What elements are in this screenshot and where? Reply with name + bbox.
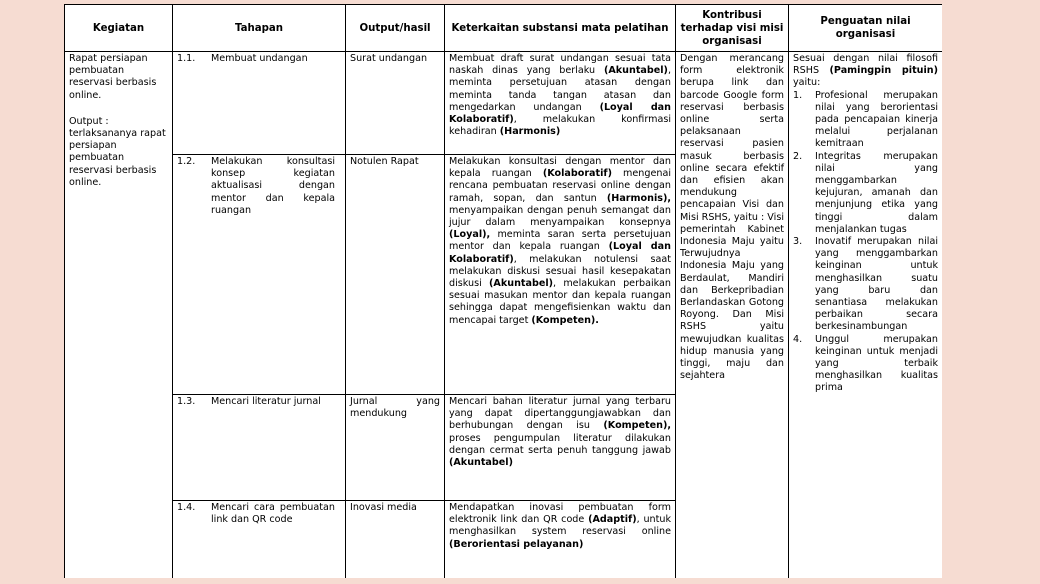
keterkaitan-cell: Mencari bahan literatur jurnal yang terbaru yang dapat dipertanggungjawabkan dan berhubungan dengan isu (Kompeten), proses pengumpulan literatur dilakukan dengan cermat serta penuh tanggung jawab (Akuntabel): [445, 395, 676, 501]
value-keyword: (Akuntabel): [489, 278, 554, 290]
tahapan-cell: [173, 395, 346, 501]
header-kegiatan: Kegiatan: [65, 5, 173, 52]
list-item: [793, 334, 938, 395]
header-keterkaitan: Keterkaitan substansi mata pelatihan: [445, 5, 676, 52]
keterkaitan-cell: Mendapatkan inovasi pembuatan form elektronik link dan QR code (Adaptif), untuk menghasilkan system reservasi online (Berorientasi pelayanan): [445, 501, 676, 579]
list-item: [793, 90, 938, 151]
tahapan-cell: [173, 501, 346, 579]
header-kontribusi: Kontribusi terhadap visi misi organisasi: [676, 5, 789, 52]
step-text: Mencari cara pembuatan link dan QR code: [211, 502, 335, 526]
value-keyword: (Loyal dan Kolaboratif): [449, 101, 671, 126]
value-keyword: (Kolaboratif): [542, 168, 612, 180]
list-item: [793, 151, 938, 236]
step-text: Membuat undangan: [211, 53, 308, 64]
keterkaitan-cell: Melakukan konsultasi dengan mentor dan kepala ruangan (Kolaboratif) mengenai rencana pembuatan reservasi online dengan ramah, sopan, dan santun (Harmonis), menyampaikan dengan penuh semangat dan jujur dalam menyampaikan konsepnya (Loyal), meminta saran serta persetujuan mentor dan kepala ruangan (Loyal dan Kolaboratif), melakukan notulensi saat melakukan diskusi sesuai hasil kesepakatan diskusi (Akuntabel), melakukan perbaikan sesuai masukan mentor dan kepala ruangan sehingga dapat mengefisienkan waktu dan mencapai target (Kompeten).: [445, 155, 676, 395]
penguatan-intro-bold: (Pamingpin pituin): [829, 65, 938, 77]
value-keyword: (Akuntabel): [449, 457, 513, 469]
keterkaitan-cell: Membuat draft surat undangan sesuai tata naskah dinas yang berlaku (Akuntabel), meminta persetujuan atasan dengan meminta tanda tangan atasan dan mengedarkan undangan (Loyal dan Kolaboratif), melakukan konfirmasi kehadiran (Harmonis): [445, 52, 676, 155]
output-cell: Surat undangan: [346, 52, 445, 155]
value-keyword: (Kompeten).: [531, 314, 599, 326]
penguatan-cell: [789, 52, 943, 579]
list-item-number: 2.: [793, 150, 803, 162]
header-tahapan: Tahapan: [173, 5, 346, 52]
list-item-text: Integritas merupakan nilai yang menggambarkan kejujuran, amanah dan menjunjung etika yang tinggi dalam menjalankan tugas: [815, 150, 938, 235]
list-item-number: 3.: [793, 236, 803, 248]
header-penguatan: Penguatan nilai organisasi: [789, 5, 943, 52]
penguatan-intro-suffix: yaitu:: [793, 77, 821, 89]
table-row: [65, 52, 943, 155]
list-item-number: 1.: [793, 89, 803, 101]
kegiatan-description: Rapat persiapan pembuatan reservasi berbasis online.: [69, 53, 157, 101]
value-keyword: (Kompeten),: [603, 420, 671, 432]
tahapan-cell: [173, 52, 346, 155]
list-item-text: Unggul merupakan keinginan untuk menjadi yang terbaik menghasilkan kualitas prima: [815, 333, 938, 394]
step-number: 1.2.: [177, 156, 196, 167]
list-item-text: Profesional merupakan nilai yang berorientasi pada pencapaian kinerja melalui perjalanan kemitraan: [815, 89, 938, 150]
kegiatan-cell: [65, 52, 173, 579]
value-keyword: (Akuntabel): [603, 65, 668, 77]
value-keyword: (Loyal),: [449, 229, 491, 241]
output-cell: Jurnal yang mendukung: [346, 395, 445, 501]
tahapan-cell: [173, 155, 346, 395]
value-keyword: (Harmonis): [499, 126, 561, 138]
kontribusi-cell: Dengan merancang form elektronik berupa link dan barcode Google form reservasi berbasis online serta pelaksanaan reservasi pasien masuk berbasis online secara efektif dan efisien akan mendukung pencapaian Visi dan Misi RSHS, yaitu : Visi pemerintah Kabinet Indonesia Maju yaitu Terwujudnya Indonesia Maju yang Berdaulat, Mandiri dan Berkepribadian Berlandaskan Gotong Royong. Dan Misi RSHS yaitu mewujudkan kualitas hidup manusia yang tinggi, maju dan sejahtera: [676, 52, 789, 579]
activity-table: [64, 4, 942, 578]
step-number: 1.3.: [177, 396, 196, 407]
value-keyword: (Loyal dan Kolaboratif): [449, 241, 671, 265]
header-row: [65, 5, 943, 52]
header-output: Output/hasil: [346, 5, 445, 52]
penguatan-list: [793, 90, 938, 395]
step-number: 1.4.: [177, 502, 196, 513]
value-keyword: (Berorientasi pelayanan): [449, 538, 584, 550]
list-item-number: 4.: [793, 333, 803, 345]
step-text: Melakukan konsultasi konsep kegiatan aktualisasi dengan mentor dan kepala ruangan: [211, 156, 335, 216]
output-cell: Notulen Rapat: [346, 155, 445, 395]
step-text: Mencari literatur jurnal: [211, 396, 321, 407]
list-item: [793, 236, 938, 334]
list-item-text: Inovatif merupakan nilai yang menggambarkan keinginan untuk menghasilkan suatu yang baru dan senantiasa melakukan perbaikan secara berkesinambungan: [815, 236, 938, 333]
step-number: 1.1.: [177, 53, 196, 64]
value-keyword: (Harmonis),: [606, 192, 671, 204]
value-keyword: (Adaptif): [588, 514, 637, 526]
kegiatan-output: Output : terlaksananya rapat persiapan pembuatan reservasi berbasis online.: [69, 115, 166, 188]
output-cell: Inovasi media: [346, 501, 445, 579]
penguatan-intro: [793, 53, 938, 90]
penguatan-intro-text: Sesuai dengan nilai filosofi RSHS: [793, 53, 938, 77]
document-page: [64, 4, 942, 578]
